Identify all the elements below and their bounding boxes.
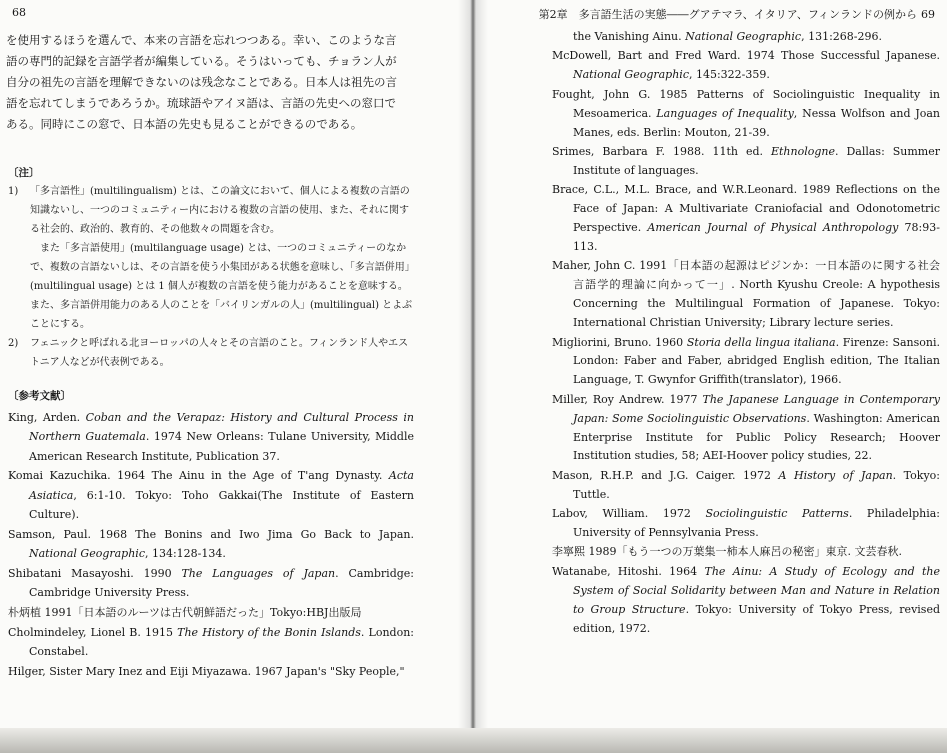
reference-entry xyxy=(8,662,414,681)
running-head xyxy=(535,6,935,22)
ref-title: Storia della lingua italiana xyxy=(686,335,836,349)
ref-author: Hilger, Sister Mary Inez and Eiji Miyazawa. 1967 Japan's "Sky People," xyxy=(8,664,405,678)
reference-entry xyxy=(8,525,414,564)
ref-author: Shibatani Masayoshi. 1990 xyxy=(8,566,182,580)
ref-details: , 134:128-134. xyxy=(144,547,226,561)
right-page-number: 69 xyxy=(921,8,935,21)
ref-title: National Geographic xyxy=(29,547,145,561)
reference-entry xyxy=(552,181,940,257)
left-page xyxy=(0,0,470,753)
ref-title: Ethnologne xyxy=(770,144,835,158)
note-text: また「多言語使用」(multilanguage usage) とは、一つのコミュニティーのなかで、複数の言語ないしは、その言語を使う小集団がある状態を意味し、「多言語併用」(multilingual usage) とは 1 個人が複数の言語を使う能力があることを意味する。また、多言語併用能力のある人のことを「バイリンガルの人」(multilingual) とよぶことにする。 xyxy=(30,243,413,330)
ref-details: . London: Constabel. xyxy=(29,625,414,659)
ref-title: Coban and the Verapaz: History and Cultural Process in Northern Guatemala xyxy=(29,411,414,444)
ref-details: , Nessa Wolfson and Joan Manes, eds. Berlin: Mouton, 21-39. xyxy=(573,106,941,139)
ref-author: McDowell, Bart and Fred Ward. 1974 Those Successful Japanese. xyxy=(552,49,940,63)
right-page xyxy=(471,0,947,753)
reference-entry xyxy=(552,86,940,143)
reference-entry xyxy=(8,466,414,524)
reference-entry xyxy=(552,391,940,467)
ref-author: Komai Kazuchika. 1964 The Ainu in the Age of T'ang Dynasty. xyxy=(8,469,389,483)
ref-title: A History of Japan xyxy=(778,468,893,482)
chapter-running-title: 第2章 多言語生活の実態――グアテマラ、イタリア、フィンランドの例から xyxy=(538,8,917,21)
reference-entry xyxy=(8,408,414,466)
note-item xyxy=(8,334,414,372)
notes-list xyxy=(8,182,414,372)
body-line: を使用するほうを選んで、本来の言語を忘れつつある。幸い、このような言 xyxy=(6,33,397,47)
reference-entry xyxy=(552,505,940,543)
note-text: フェニックと呼ばれる北ヨーロッパの人々とその言語のこと。フィンランド人やエストニア人などが代表例である。 xyxy=(30,338,409,368)
notes-heading: 〔注〕 xyxy=(8,167,40,179)
ref-title: The Japanese Language in Contemporary Japan: Some Sociolinguistic Observations xyxy=(573,392,940,425)
reference-entry xyxy=(552,334,940,391)
ref-author: Labov, William. 1972 xyxy=(552,507,706,521)
ref-author: King, Arden. xyxy=(8,411,86,424)
ref-details: . Tokyo: Tuttle. xyxy=(573,468,940,501)
ref-title: Acta Asiatica xyxy=(29,469,414,502)
body-line: 語を忘れてしまうであろうか。琉球語やアイヌ語は、言語の先史への窓口で xyxy=(6,96,396,110)
note-number: 1) xyxy=(8,186,19,197)
body-line: ある。同時にこの窓で、日本語の先史も見ることができるのである。 xyxy=(6,117,363,131)
ref-title: National Geographic xyxy=(573,68,689,82)
reference-entry xyxy=(8,623,414,662)
ref-title: The Ainu: A Study of Ecology and the System of Social Solidarity between Man and Nature in Relation to Group Structure xyxy=(573,564,940,616)
body-line: 語の専門的記録を言語学者が編集している。そうはいっても、チョラン人が xyxy=(6,54,397,68)
references-heading: 〔参考文献〕 xyxy=(8,390,71,402)
body-line: 自分の祖先の言語を理解できないのは残念なことである。日本人は祖先の言 xyxy=(6,75,397,89)
ref-author: Brace, C.L., M.L. Brace, and W.R.Leonard. 1989 Reflections on the Face of Japan: A Multivariate Craniofacial and Odonotometric Perspective. xyxy=(552,183,940,235)
reference-entry xyxy=(552,543,940,562)
ref-details: , 145:322-359. xyxy=(688,68,770,82)
reference-entry xyxy=(552,257,940,333)
note-item xyxy=(8,182,414,334)
reference-continuation xyxy=(552,28,940,47)
ref-details: , 131:268-296. xyxy=(801,30,882,43)
ref-author: 朴炳植 1991「日本語のルーツは古代朝鮮語だった」Tokyo:HBJ出版局 xyxy=(8,605,362,619)
ref-author: 李寧熙 1989「もう一つの万葉集一柿本人麻呂の秘密」東京. 文芸春秋. xyxy=(552,545,902,559)
ref-details: . 1974 New Orleans: Tulane University, Middle American Research Institute, Publication 37. xyxy=(29,430,414,463)
ref-details: . Firenze: Sansoni. London: Faber and Faber, abridged English edition, The Italian Language, T. Gwynfor Griffith(translator), 1966. xyxy=(573,335,941,387)
ref-title: American Journal of Physical Anthropology xyxy=(647,221,899,235)
reference-entry xyxy=(552,143,940,181)
left-page-number: 68 xyxy=(12,6,26,19)
ref-details: . Washington: American Enterprise Institute for Public Policy Research; Hoover Institution studies, 58; AEI-Hoover policy studies, 22. xyxy=(573,411,941,463)
note-text: 「多言語性」(multilingualism) とは、この論文において、個人による複数の言語の知識ないし、一つのコミュニティー内における複数の言語の使用、また、それに関する社会的、政治的、教育的、その他数々の問題を含む。 xyxy=(30,186,410,235)
ref-author: Watanabe, Hitoshi. 1964 xyxy=(552,564,705,578)
ref-details: . Dallas: Summer Institute of languages. xyxy=(573,144,940,177)
ref-details: 78:93-113. xyxy=(573,221,940,253)
body-paragraph xyxy=(6,30,418,135)
ref-author: Mason, R.H.P. and J.G. Caiger. 1972 xyxy=(552,468,779,482)
ref-author: Maher, John C. 1991「日本語の起源はピジンか：一日本語のに関する社会言語学的理論に向かって一」. North Kyushu Creole: A hypothesis Concerning the Multilingual Formation of Japanese. Tokyo: International Christian University; Library lecture series. xyxy=(552,259,940,330)
reference-entry xyxy=(552,563,940,639)
ref-title: The History of the Bonin Islands xyxy=(177,625,361,639)
page-bottom-edge xyxy=(0,728,947,753)
reference-entry xyxy=(552,467,940,505)
ref-details: . Tokyo: University of Tokyo Press, revised edition, 1972. xyxy=(573,602,940,635)
reference-entry xyxy=(8,603,414,622)
reference-entry xyxy=(552,47,940,85)
ref-title: Sociolinguistic Patterns xyxy=(705,507,849,521)
ref-title: National Geographic xyxy=(685,30,802,43)
ref-title: The Languages of Japan xyxy=(181,566,336,580)
references-list-right xyxy=(552,28,940,639)
ref-details: , 6:1-10. Tokyo: Toho Gakkai(The Institute of Eastern Culture). xyxy=(29,488,414,521)
ref-details: . Philadelphia: University of Pennsylvania Press. xyxy=(573,507,940,540)
ref-author: Miller, Roy Andrew. 1977 xyxy=(552,392,703,406)
ref-author: Fought, John G. 1985 Patterns of Sociolinguistic Inequality in Mesoamerica. xyxy=(552,87,940,120)
note-number: 2) xyxy=(8,338,19,349)
ref-details: . Cambridge: Cambridge University Press. xyxy=(29,566,414,600)
ref-author: Samson, Paul. 1968 The Bonins and Iwo Jima Go Back to Japan. xyxy=(8,527,414,541)
ref-author: Migliorini, Bruno. 1960 xyxy=(552,335,687,349)
ref-author: Srimes, Barbara F. 1988. 11th ed. xyxy=(552,144,771,158)
reference-entry xyxy=(8,564,414,603)
references-list-left xyxy=(8,408,414,682)
ref-author: the Vanishing Ainu. xyxy=(573,30,686,43)
ref-author: Cholmindeley, Lionel B. 1915 xyxy=(8,625,178,639)
ref-title: Languages of Inequality xyxy=(656,106,794,120)
